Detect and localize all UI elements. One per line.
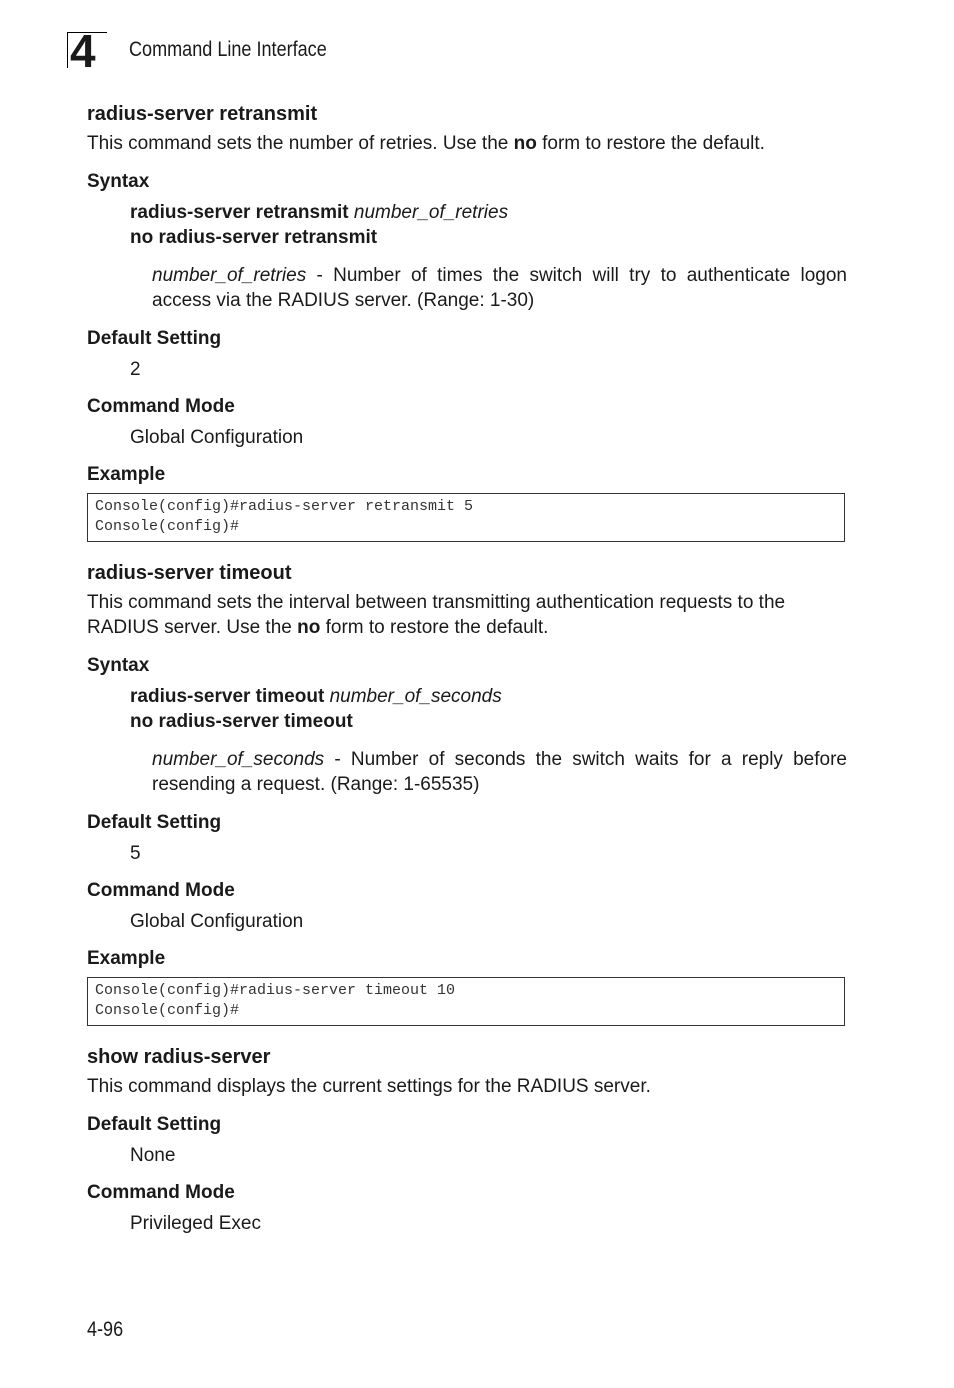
description-keyword: no <box>297 617 321 638</box>
syntax-no-line <box>130 709 847 734</box>
example-heading: Example <box>87 948 166 969</box>
page-number: 4-96 <box>87 1318 124 1341</box>
section-show-radius-server <box>87 1045 847 1236</box>
default-setting-value: None <box>130 1145 176 1166</box>
section-radius-server-retransmit <box>87 102 847 542</box>
description-text: This command sets the interval between transmitting authentication requests to the RADIUS server. Use the <box>87 592 786 638</box>
description-text: form to restore the default. <box>320 617 549 638</box>
parameter-name: number_of_seconds <box>152 749 325 770</box>
syntax-command: radius-server retransmit <box>130 202 349 223</box>
syntax-parameter: number_of_retries <box>353 202 509 223</box>
page-content <box>87 102 847 1249</box>
code-line: Console(config)#radius-server retransmit 5 <box>95 498 474 515</box>
command-mode-heading: Command Mode <box>87 880 235 901</box>
syntax-parameter: number_of_seconds <box>329 686 502 707</box>
syntax-heading: Syntax <box>87 171 150 192</box>
parameter-description <box>152 747 847 797</box>
syntax-line <box>130 684 847 709</box>
description-text: form to restore the default. <box>536 133 765 154</box>
default-setting-value: 2 <box>130 359 141 380</box>
parameter-text: - Number of seconds the switch waits for a reply before resending a request. (Range: 1-65535) <box>152 749 847 795</box>
parameter-description <box>152 263 847 313</box>
code-line: Console(config)# <box>95 518 240 535</box>
command-title: radius-server retransmit <box>87 103 318 125</box>
default-setting-value: 5 <box>130 843 141 864</box>
syntax-no-command: no radius-server retransmit <box>130 227 378 248</box>
default-setting-heading: Default Setting <box>87 812 222 833</box>
code-example <box>87 493 845 542</box>
code-line: Console(config)# <box>95 1002 240 1019</box>
parameter-text: - Number of times the switch will try to authenticate logon access via the RADIUS server. (Range: 1-30) <box>152 265 847 311</box>
command-description: This command displays the current settings for the RADIUS server. <box>87 1076 651 1097</box>
syntax-line <box>130 200 847 225</box>
description-keyword: no <box>513 133 537 154</box>
command-title: radius-server timeout <box>87 562 292 584</box>
syntax-command: radius-server timeout <box>130 686 325 707</box>
parameter-name: number_of_retries <box>152 265 307 286</box>
default-setting-heading: Default Setting <box>87 1114 222 1135</box>
syntax-heading: Syntax <box>87 655 150 676</box>
code-example <box>87 977 845 1026</box>
command-mode-value: Global Configuration <box>130 911 304 932</box>
command-mode-value: Privileged Exec <box>130 1213 261 1234</box>
syntax-no-line <box>130 225 847 250</box>
chapter-title: Command Line Interface <box>129 38 327 61</box>
command-description <box>87 131 847 156</box>
syntax-no-command: no radius-server timeout <box>130 711 353 732</box>
example-heading: Example <box>87 464 166 485</box>
default-setting-heading: Default Setting <box>87 328 222 349</box>
command-mode-heading: Command Mode <box>87 1182 235 1203</box>
command-title: show radius-server <box>87 1046 271 1068</box>
command-mode-value: Global Configuration <box>130 427 304 448</box>
command-description <box>87 590 847 640</box>
syntax-block <box>130 200 847 250</box>
command-mode-heading: Command Mode <box>87 396 235 417</box>
section-radius-server-timeout <box>87 561 847 1026</box>
syntax-block <box>130 684 847 734</box>
code-line: Console(config)#radius-server timeout 10 <box>95 982 456 999</box>
chapter-number: 4 <box>67 32 107 68</box>
description-text: This command sets the number of retries. Use the <box>87 133 514 154</box>
